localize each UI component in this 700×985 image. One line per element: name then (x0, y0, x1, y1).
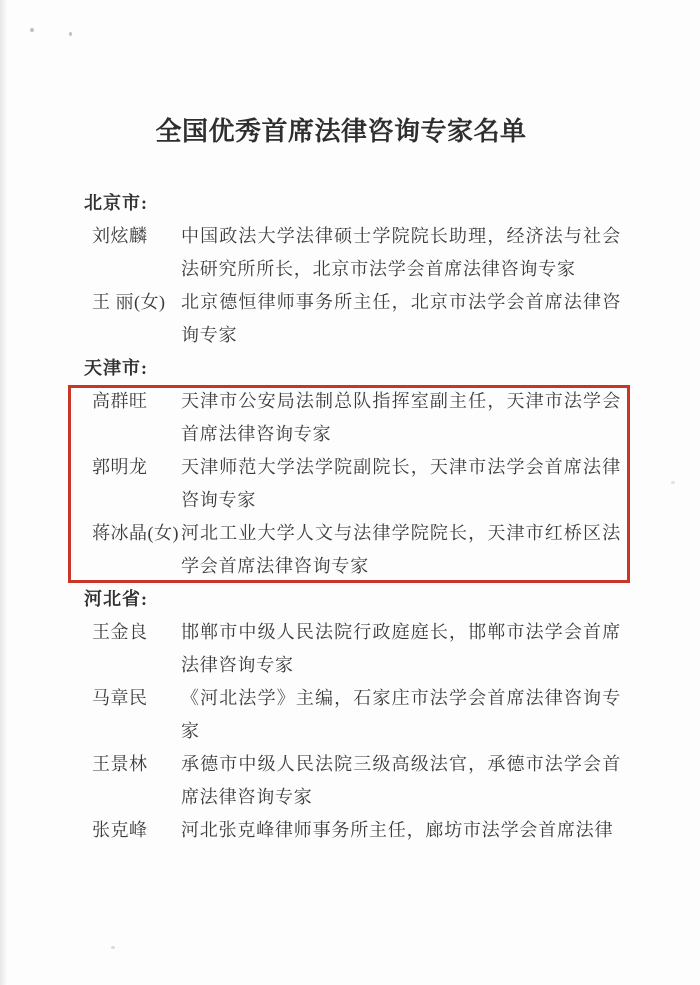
expert-name: 张克峰 (92, 820, 148, 840)
expert-description: 河北张克峰律师事务所主任，廊坊市法学会首席法律 (181, 820, 614, 840)
expert-description: 河北工业大学人文与法律学院院长，天津市红桥区法学会首席法律咨询专家 (181, 523, 621, 576)
scan-speck (111, 946, 115, 949)
expert-row (92, 814, 700, 847)
expert-description: 邯郸市中级人民法院行政庭庭长，邯郸市法学会首席法律咨询专家 (181, 622, 621, 675)
document-body (84, 187, 700, 847)
scan-speck (69, 32, 72, 36)
region-section (84, 583, 700, 847)
expert-row (92, 517, 700, 583)
expert-name: 郭明龙 (92, 457, 148, 477)
expert-name: 王 丽(女) (92, 292, 166, 312)
expert-row (92, 286, 700, 352)
expert-row (92, 220, 700, 286)
expert-description: 天津师范大学法学院副院长，天津市法学会首席法律咨询专家 (181, 457, 621, 510)
section-entries (84, 385, 700, 583)
expert-description: 承德市中级人民法院三级高级法官，承德市法学会首席法律咨询专家 (181, 754, 621, 807)
scan-speck (30, 28, 34, 32)
section-header: 河北省: (84, 589, 148, 609)
expert-name: 高群旺 (92, 391, 148, 411)
expert-description: 天津市公安局法制总队指挥室副主任，天津市法学会首席法律咨询专家 (181, 391, 621, 444)
section-header: 北京市: (84, 193, 148, 213)
expert-row (92, 385, 700, 451)
expert-row (92, 451, 700, 517)
expert-name: 刘炫麟 (92, 226, 148, 246)
expert-name: 蒋冰晶(女) (92, 523, 179, 543)
section-header: 天津市: (84, 358, 148, 378)
expert-description: 中国政法大学法律硕士学院院长助理，经济法与社会法研究所所长，北京市法学会首席法律咨询专家 (181, 226, 621, 279)
region-section (84, 352, 700, 583)
scan-edge-shadow (0, 0, 7, 985)
expert-row (92, 616, 700, 682)
expert-name: 王景林 (92, 754, 148, 774)
expert-row (92, 682, 700, 748)
document-title: 全国优秀首席法律咨询专家名单 (155, 117, 527, 146)
expert-description: 北京德恒律师事务所主任，北京市法学会首席法律咨询专家 (181, 292, 621, 345)
section-entries (84, 616, 700, 847)
region-section (84, 187, 700, 352)
expert-name: 王金良 (92, 622, 148, 642)
expert-row (92, 748, 700, 814)
section-entries (84, 220, 700, 352)
expert-name: 马章民 (92, 688, 148, 708)
expert-description: 《河北法学》主编，石家庄市法学会首席法律咨询专家 (181, 688, 621, 741)
